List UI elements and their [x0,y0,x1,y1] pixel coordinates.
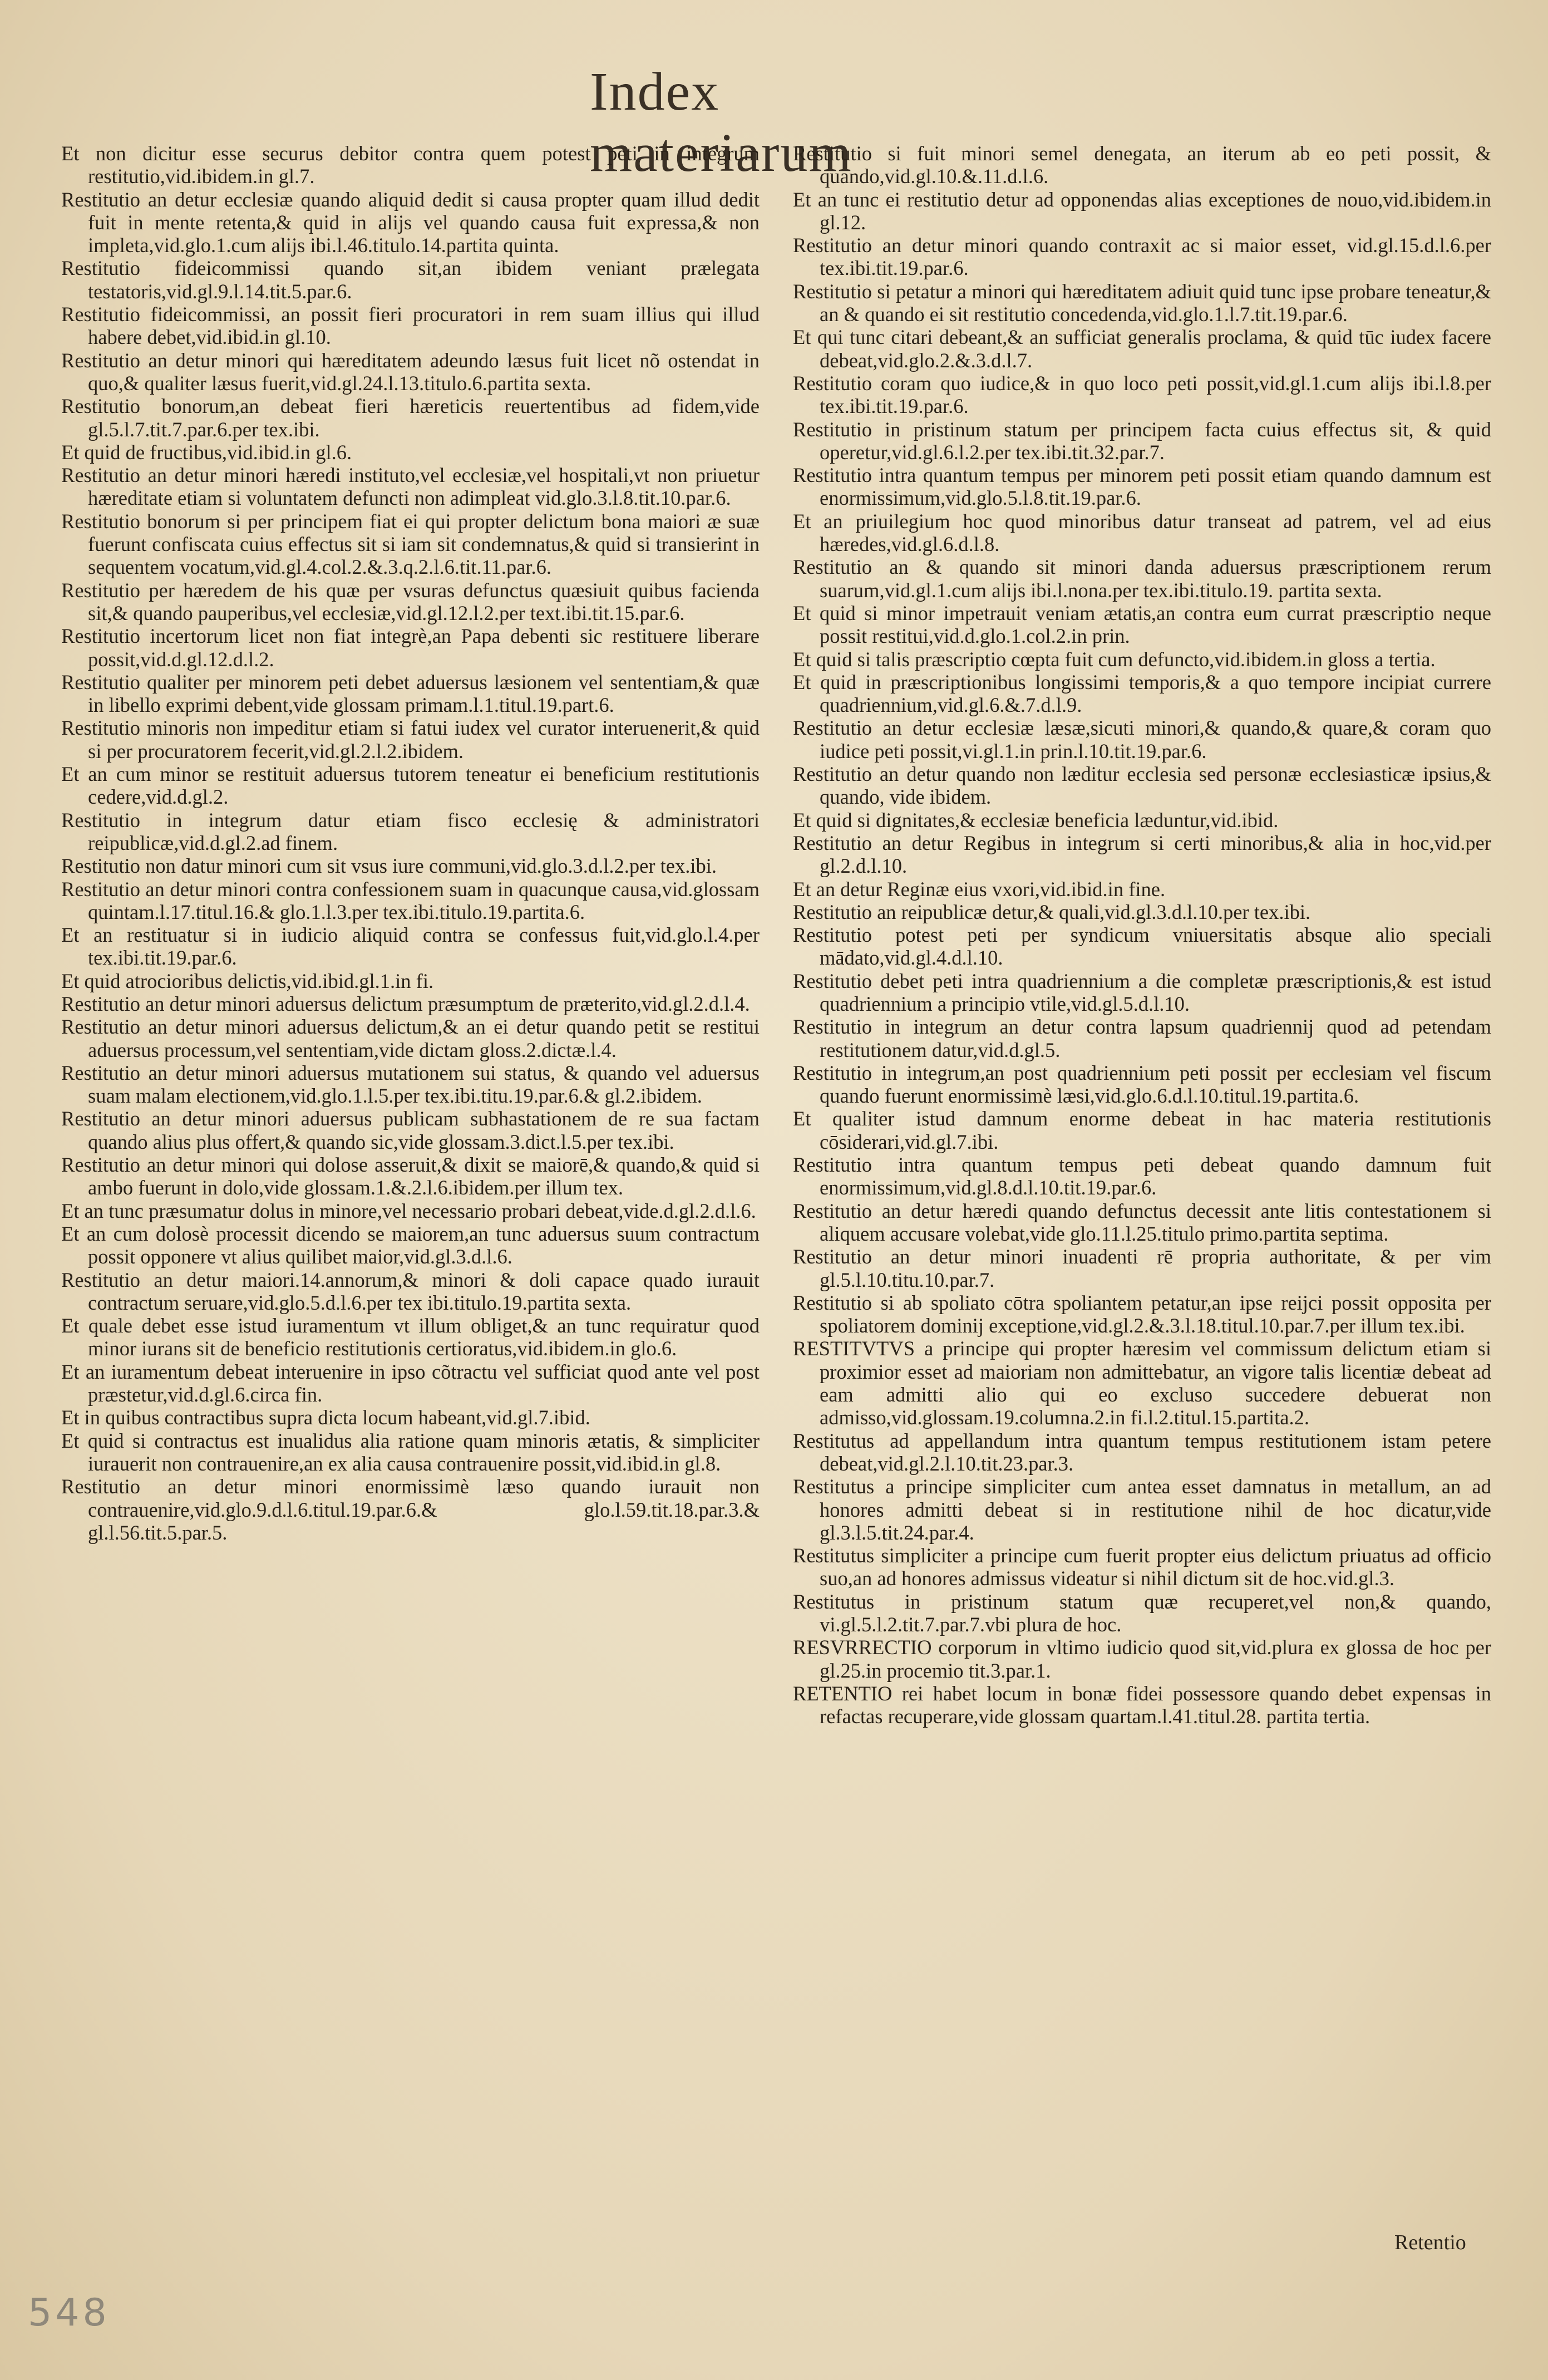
index-entry: Restitutio potest peti per syndicum vniuersitatis absque alio speciali mādato,vid.gl.4.d.l.10. [793,923,1491,970]
index-entry: Et an detur Reginæ eius vxori,vid.ibid.in fine. [793,877,1166,901]
index-entry: Et an iuramentum debeat interuenire in ipso cõtractu vel sufficiat quod ante vel post præstetur,vid.d.gl.6.circa fin. [61,1360,760,1407]
index-entry: Et an tunc ei restitutio detur ad opponendas alias exceptiones de nouo,vid.ibidem.in gl.12. [793,188,1491,234]
index-entry: Restitutio an detur Regibus in integrum si certi minoribus,& alia in hoc,vid.per gl.2.d.l.10. [793,831,1491,878]
index-entry: RESVRRECTIO corporum in vltimo iudicio quod sit,vid.plura ex glossa de hoc per gl.25.in procemio tit.3.par.1. [793,1636,1491,1682]
index-entry: Restitutio debet peti intra quadriennium a die completæ præscriptionis,& est istud quadriennium a principio vtile,vid.gl.5.d.l.10. [793,969,1491,1015]
index-entry: Restitutio si petatur a minori qui hæreditatem adiuit quid tunc ipse probare teneatur,& an & quando ei sit restitutio concedenda,vid.glo.1.l.7.tit.19.par.6. [793,279,1491,326]
index-entry: Restitutio in pristinum statum per principem facta cuius effectus sit, & quid operetur,vid.gl.6.l.2.per tex.ibi.tit.32.par.7. [793,417,1491,464]
index-entry: Et an cum minor se restituit aduersus tutorem teneatur ei beneficium restitutionis cedere,vid.d.gl.2. [61,763,760,809]
right-column [793,142,1491,1728]
index-entry: Restitutio an detur minori qui hæreditatem adeundo læsus fuit licet nõ ostendat in quo,& qualiter læsus fuerit,vid.gl.24.l.13.titulo.6.partita sexta. [61,348,760,395]
index-entry: Restitutus simpliciter a principe cum fuerit propter eius delictum priuatus ad officio suo,an ad honores admissus videatur si nihil dictum sit de hoc.vid.gl.3. [793,1544,1491,1590]
index-entry: Et qualiter istud damnum enorme debeat in hac materia restitutionis cōsiderari,vid.gl.7.ibi. [793,1107,1491,1153]
index-entry: Restitutio intra quantum tempus per minorem peti possit etiam quando damnum est enormissimum,vid.glo.5.l.8.tit.19.par.6. [793,464,1491,510]
index-entry: Restitutio an detur minori hæredi instituto,vel ecclesiæ,vel hospitali,vt non priuetur hæreditate etiam si voluntatem defuncti non adimpleat vid.glo.3.l.8.tit.10.par.6. [61,464,760,510]
index-entry: Restitutio per hæredem de his quæ per vsuras defunctus quæsiuit quibus facienda sit,& quando pauperibus,vel ecclesiæ,vid.gl.12.l.2.per text.ibi.tit.15.par.6. [61,578,760,624]
index-entry: Et qui tunc citari debeant,& an sufficiat generalis proclama, & quid tūc iudex facere debeat,vid.glo.2.&.3.d.l.7. [793,326,1491,372]
index-entry: Et quid si minor impetrauit veniam ætatis,an contra eum currat præscriptio neque possit restitui,vid.d.glo.1.col.2.in prin. [793,601,1491,648]
index-entry: Restitutio in integrum an detur contra lapsum quadriennij quod ad petendam restitutionem datur,vid.d.gl.5. [793,1015,1491,1061]
index-entry: Restitutio fideicommissi, an possit fieri procuratori in rem suam illius qui illud habere debet,vid.ibid.in gl.10. [61,303,760,349]
index-entry: Restitutio fideicommissi quando sit,an ibidem veniant prælegata testatoris,vid.gl.9.l.14.tit.5.par.6. [61,257,760,303]
catchword: Retentio [1394,2231,1466,2254]
index-entry: Restitutus a principe simpliciter cum antea esset damnatus in metallum, an ad honores admitti debeat si in restitutione nihil de hoc dicatur,vide gl.3.l.5.tit.24.par.4. [793,1475,1491,1544]
index-entry: Restitutio an detur quando non læditur ecclesia sed personæ ecclesiasticæ ipsius,& quando, vide ibidem. [793,763,1491,809]
index-entry: Et quid in præscriptionibus longissimi temporis,& a quo tempore incipiat currere quadriennium,vid.gl.6.&.7.d.l.9. [793,670,1491,717]
index-entry: Restitutus in pristinum statum quæ recuperet,vel non,& quando, vi.gl.5.l.2.tit.7.par.7.vbi plura de hoc. [793,1590,1491,1636]
index-entry: Restitutio an detur minori contra confessionem suam in quacunque causa,vid.glossam quintam.l.17.titul.16.& glo.1.l.3.per tex.ibi.titulo.19.partita.6. [61,877,760,923]
index-entry: Restitutio in integrum,an post quadriennium peti possit per ecclesiam vel fiscum quando fuerunt enormissimè læsi,vid.glo.6.d.l.10.titul.19.partita.6. [793,1061,1491,1108]
index-entry: Restitutio minoris non impeditur etiam si fatui iudex vel curator interuenerit,& quid si per procuratorem fecerit,vid.gl.2.l.2.ibidem. [61,716,760,763]
index-entry: Restitutio an detur minori aduersus delictum præsumptum de præterito,vid.gl.2.d.l.4. [61,992,750,1015]
index-entry: Restitutio an detur hæredi quando defunctus decessit ante litis contestationem si aliquem accusare volebat,vide glo.11.l.25.titulo primo.partita septima. [793,1199,1491,1245]
index-entry: Et quale debet esse istud iuramentum vt illum obliget,& an tunc requiratur quod minor iurans sit de beneficio restitutionis certioratus,vid.ibidem.in glo.6. [61,1314,760,1360]
index-entry: RETENTIO rei habet locum in bonæ fidei possessore quando debet expensas in refactas recuperare,vide glossam quartam.l.41.titul.28. partita tertia. [793,1681,1491,1728]
index-entry: Restitutio an & quando sit minori danda aduersus præscriptionem rerum suarum,vid.gl.1.cum alijs ibi.l.nona.per tex.ibi.titulo.19. partita sexta. [793,555,1491,602]
index-entry: Restitutio non datur minori cum sit vsus iure communi,vid.glo.3.d.l.2.per tex.ibi. [61,854,717,878]
index-entry: RESTITVTVS a principe qui propter hæresim vel commissum delictum etiam si proximior esset ad maioriam non admittebatur, an vigore talis licentiæ debeat ad eam admitti alio qui eo excluso succedere debuerat non admisso,vid.glossam.19.columna.2.in fi.l.2.titul.15.partita.2. [793,1337,1491,1429]
index-entry: Et an restituatur si in iudicio aliquid contra se confessus fuit,vid.glo.l.4.per tex.ibi.tit.19.par.6. [61,923,760,970]
index-entry: Restitutio si fuit minori semel denegata, an iterum ab eo peti possit, & quando,vid.gl.10.&.11.d.l.6. [793,142,1491,188]
folio-number: 548 [28,2291,110,2335]
index-entry: Restitutio an detur minori inuadenti rē propria authoritate, & per vim gl.5.l.10.titu.10.par.7. [793,1245,1491,1291]
index-entry: Restitutio si ab spoliato cōtra spoliantem petatur,an ipse reijci possit opposita per spoliatorem dominij exceptione,vid.gl.2.&.3.l.18.titul.10.par.7.per illum tex.ibi. [793,1291,1491,1337]
index-entry: Et an tunc præsumatur dolus in minore,vel necessario probari debeat,vide.d.gl.2.d.l.6. [61,1199,756,1222]
left-column [61,142,760,1544]
index-entry: Restitutio incertorum licet non fiat integrè,an Papa debenti sic restituere liberare possit,vid.d.gl.12.d.l.2. [61,624,760,671]
index-entry: Restitutio an detur ecclesiæ quando aliquid dedit si causa propter quam illud dedit fuit in mente retenta,& quid in alijs vel quando causa fuit expressa,& non impleta,vid.glo.1.cum alijs ibi.l.46.titulo.14.partita quinta. [61,188,760,257]
index-entry: Restitutio an detur minori qui dolose asseruit,& dixit se maiorē,& quando,& quid si ambo fuerunt in dolo,vide glossam.1.&.2.l.6.ibidem.per illum tex. [61,1153,760,1199]
index-entry: Restitutio coram quo iudice,& in quo loco peti possit,vid.gl.1.cum alijs ibi.l.8.per tex.ibi.tit.19.par.6. [793,371,1491,418]
index-entry: Et quid si contractus est inualidus alia ratione quam minoris ætatis, & simpliciter iurauerit non contrauenire,an ex alia causa contrauenire possit,vid.ibid.in gl.8. [61,1429,760,1475]
index-entry: Restitutio bonorum,an debeat fieri hæreticis reuertentibus ad fidem,vide gl.5.l.7.tit.7.par.6.per tex.ibi. [61,395,760,441]
index-entry: Et quid atrocioribus delictis,vid.ibid.gl.1.in fi. [61,969,434,992]
index-entry: Et quid de fructibus,vid.ibid.in gl.6. [61,440,352,464]
index-entry: Restitutio bonorum si per principem fiat ei qui propter delictum bona maiori æ suæ fuerunt confiscata cuius effectus sit si iam sit condemnatus,& quid si transierint in sequentem vocatum,vid.gl.4.col.2.&.3.q.2.l.6.tit.11.par.6. [61,509,760,579]
index-entry: Restitutus ad appellandum intra quantum tempus restitutionem istam petere debeat,vid.gl.2.l.10.tit.23.par.3. [793,1429,1491,1475]
index-entry: Restitutio in integrum datur etiam fisco ecclesię & administratori reipublicæ,vid.d.gl.2.ad finem. [61,808,760,854]
index-entry: Et non dicitur esse securus debitor contra quem potest peti in integrum restitutio,vid.ibidem.in gl.7. [61,142,760,188]
index-entry: Restitutio an detur minori aduersus publicam subhastationem de re sua factam quando alius plus offert,& quando sic,vide glossam.3.dict.l.5.per tex.ibi. [61,1107,760,1153]
index-entry: Restitutio an detur ecclesiæ læsæ,sicuti minori,& quando,& quare,& coram quo iudice peti possit,vi.gl.1.in prin.l.10.tit.19.par.6. [793,716,1491,763]
index-entry: Restitutio intra quantum tempus peti debeat quando damnum fuit enormissimum,vid.gl.8.d.l.10.tit.19.par.6. [793,1153,1491,1199]
index-entry: Et an cum dolosè processit dicendo se maiorem,an tunc aduersus suum contractum possit opponere vt alius quilibet maior,vid.gl.3.d.l.6. [61,1222,760,1268]
index-entry: Restitutio an reipublicæ detur,& quali,vid.gl.3.d.l.10.per tex.ibi. [793,900,1311,923]
index-entry: Restitutio an detur minori aduersus mutationem sui status, & quando vel aduersus suam malam electionem,vid.glo.1.l.5.per tex.ibi.titu.19.par.6.& gl.2.ibidem. [61,1061,760,1108]
index-entry: Et an priuilegium hoc quod minoribus datur transeat ad patrem, vel ad eius hæredes,vid.gl.6.d.l.8. [793,509,1491,556]
page-title: Index materiarum [590,62,852,183]
index-entry: Et quid si talis præscriptio cœpta fuit cum defuncto,vid.ibidem.in gloss a tertia. [793,647,1436,671]
index-entry: Et quid si dignitates,& ecclesiæ beneficia læduntur,vid.ibid. [793,808,1279,832]
index-entry: Et in quibus contractibus supra dicta locum habeant,vid.gl.7.ibid. [61,1406,590,1429]
index-entry: Restitutio an detur minori quando contraxit ac si maior esset, vid.gl.15.d.l.6.per tex.ibi.tit.19.par.6. [793,234,1491,280]
index-entry: Restitutio an detur maiori.14.annorum,& minori & doli capace quado iurauit contractum seruare,vid.glo.5.d.l.6.per tex ibi.titulo.19.partita sexta. [61,1268,760,1314]
index-entry: Restitutio an detur minori enormissimè læso quando iurauit non contrauenire,vid.glo.9.d.l.6.titul.19.par.6.& glo.l.59.tit.18.par.3.& gl.l.56.tit.5.par.5. [61,1475,760,1544]
index-entry: Restitutio an detur minori aduersus delictum,& an ei detur quando petit se restitui aduersus processum,vel sententiam,vide dictam gloss.2.dictæ.l.4. [61,1015,760,1061]
index-entry: Restitutio qualiter per minorem peti debet aduersus læsionem vel sententiam,& quæ in libello exprimi debent,vide glossam primam.l.1.titul.19.part.6. [61,670,760,717]
